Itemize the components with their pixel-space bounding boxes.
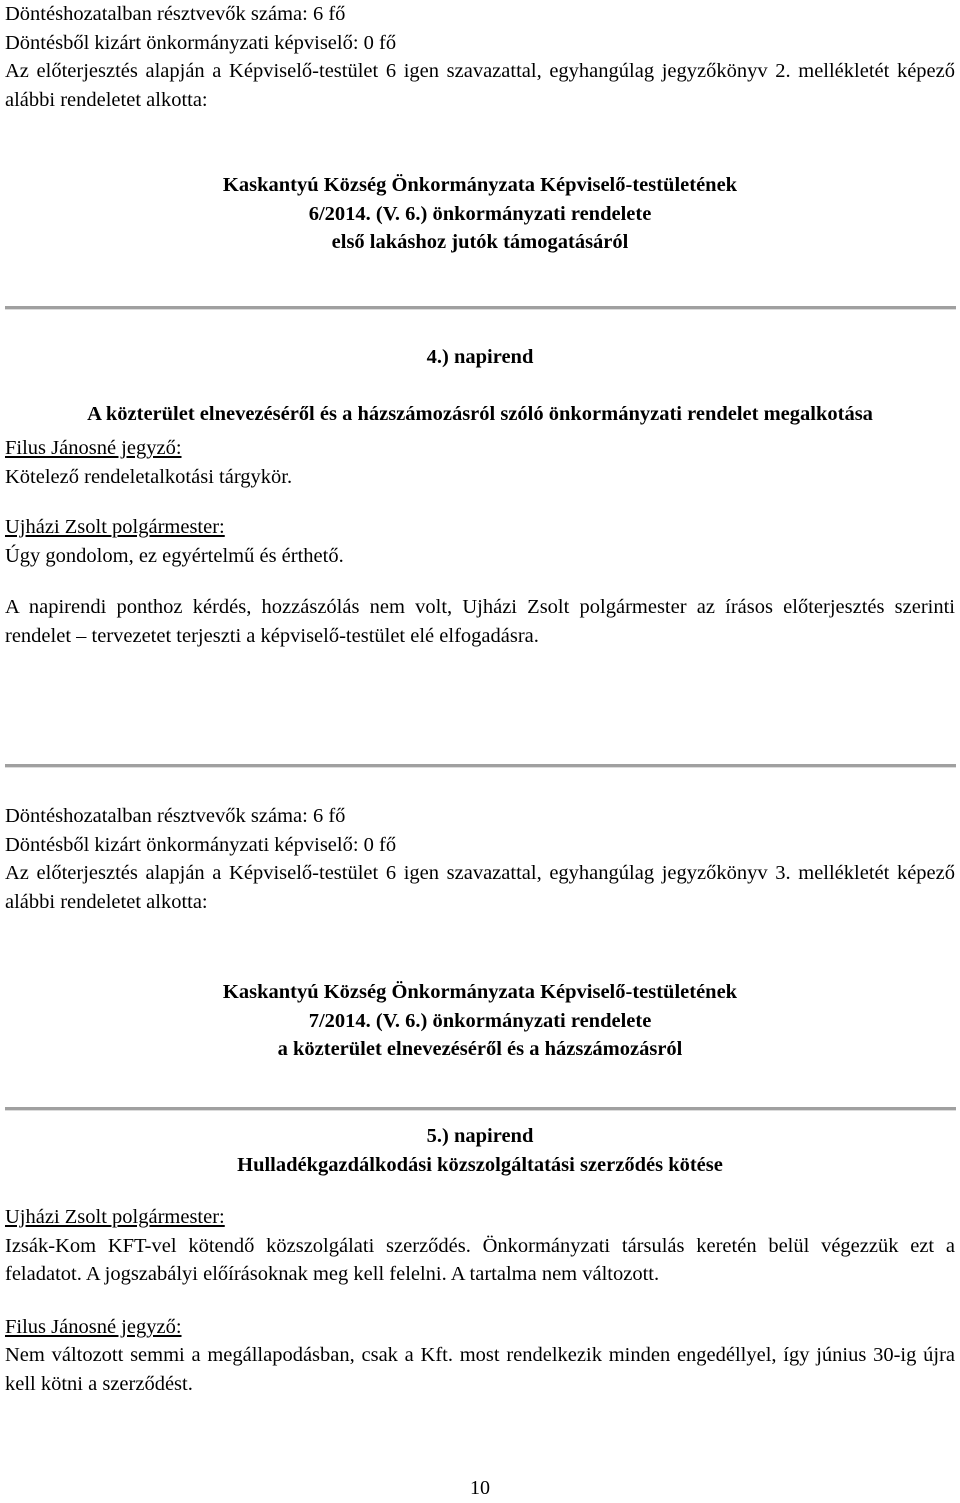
decree-subject: a közterület elnevezéséről és a házszámozásról <box>277 1038 683 1060</box>
agenda-summary: A napirendi ponthoz kérdés, hozzászólás nem volt, Ujházi Zsolt polgármester az írásos előterjesztés szerinti rendelet – tervezetet terjeszti a képviselő-testület elé elfogadásra. <box>5 596 955 647</box>
section-divider <box>5 306 956 310</box>
participants-count: Döntéshozatalban résztvevők száma: 6 fő <box>5 805 346 827</box>
speaker-name: Ujházi Zsolt polgármester: <box>5 1206 225 1228</box>
section-divider <box>5 764 956 768</box>
decree-issuer: Kaskantyú Község Önkormányzata Képviselő-testületének <box>222 174 738 196</box>
resolution-text: Az előterjesztés alapján a Képviselő-testület 6 igen szavazattal, egyhangúlag jegyzőkönyv 2. mellékletét képező alábbi rendeletet alkotta: <box>5 60 955 111</box>
page-number: 10 <box>470 1477 490 1499</box>
speaker-text: Izsák-Kom KFT-vel kötendő közszolgálati szerződés. Önkormányzati társulás keretén belül végezzük ezt a feladatot. A jogszabályi előírásoknak meg kell felelni. A tartalma nem változott. <box>5 1234 955 1285</box>
section-divider <box>5 1107 956 1111</box>
excluded-count: Döntésből kizárt önkormányzati képviselő: 0 fő <box>5 31 397 54</box>
agenda-item-5 <box>5 1122 955 1398</box>
participants-count: Döntéshozatalban résztvevők száma: 6 fő <box>5 3 346 25</box>
decision-block-1 <box>5 0 955 114</box>
agenda-item-4 <box>5 343 955 650</box>
speaker-text: Nem változott semmi a megállapodásban, csak a Kft. most rendelkezik minden engedéllyel, így június 30-ig újra kell kötni a szerződést. <box>5 1344 955 1395</box>
excluded-count: Döntésből kizárt önkormányzati képviselő: 0 fő <box>5 833 397 856</box>
agenda-heading: 5.) napirend <box>426 1125 534 1147</box>
resolution-text: Az előterjesztés alapján a Képviselő-testület 6 igen szavazattal, egyhangúlag jegyzőkönyv 3. mellékletét képező alábbi rendeletet alkotta: <box>5 862 955 913</box>
decision-block-2 <box>5 802 955 916</box>
decree-number: 7/2014. (V. 6.) önkormányzati rendelete <box>308 1009 652 1032</box>
speaker-name: Filus Jánosné jegyző: <box>5 1315 182 1338</box>
speaker-text: Kötelező rendeletalkotási tárgykör. <box>5 465 293 488</box>
decree-title-1 <box>5 171 955 257</box>
decree-number: 6/2014. (V. 6.) önkormányzati rendelete <box>308 202 652 225</box>
speaker-name: Filus Jánosné jegyző: <box>5 437 182 459</box>
agenda-title: A közterület elnevezéséről és a házszámozásról szóló önkormányzati rendelet megalkotása <box>87 402 873 425</box>
decree-subject: első lakáshoz jutók támogatásáról <box>331 231 629 253</box>
decree-title-2 <box>5 978 955 1064</box>
speaker-name: Ujházi Zsolt polgármester: <box>5 516 225 538</box>
decree-issuer: Kaskantyú Község Önkormányzata Képviselő-testületének <box>222 981 738 1003</box>
speaker-text: Úgy gondolom, ez egyértelmű és érthető. <box>5 544 344 567</box>
agenda-title: Hulladékgazdálkodási közszolgáltatási szerződés kötése <box>237 1153 723 1176</box>
agenda-heading: 4.) napirend <box>426 346 534 368</box>
